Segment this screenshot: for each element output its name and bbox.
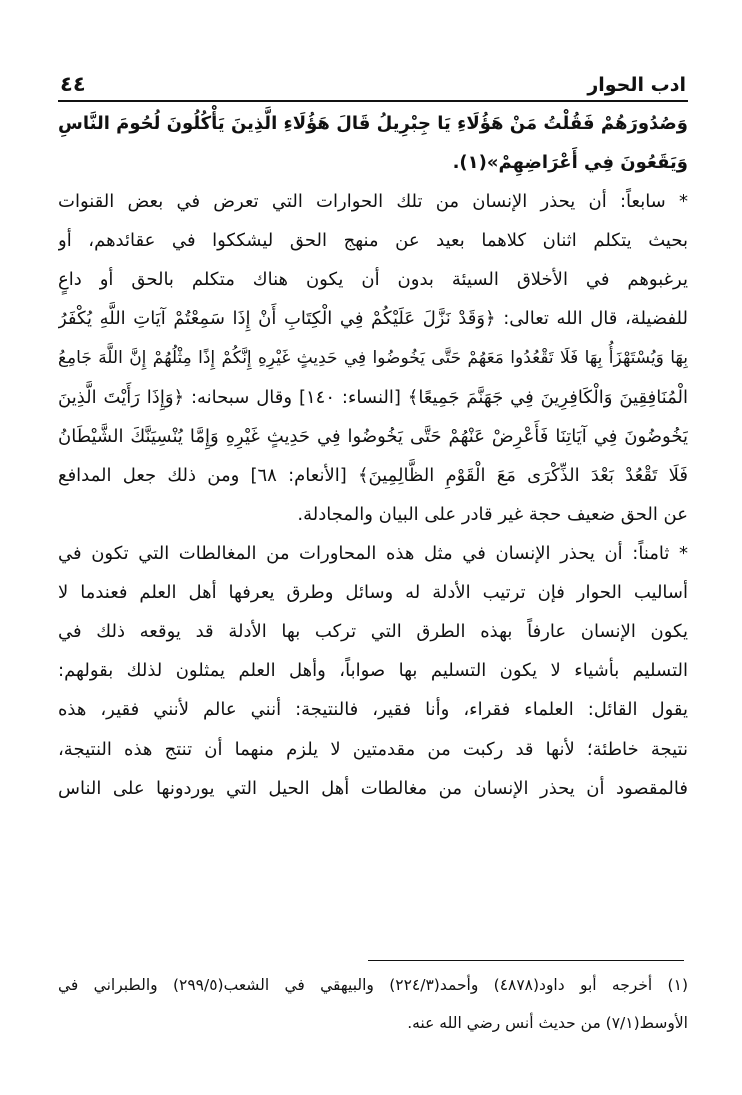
quran-line: بِهَا وَيُسْتَهْزَأُ بِهَا فَلَا تَقْعُدُوا مَعَهُمْ حَتَّى يَخُوضُوا فِي حَدِيثٍ غَيْرِهِ إِنَّكُمْ إِذًا مِثْلُهُمْ إِنَّ اللَّهَ جَامِعُ: [58, 347, 688, 368]
footnotes: [58, 966, 688, 1042]
hadith-line: وَصُدُورَهُمْ فَقُلْتُ مَنْ هَؤُلَاءِ يَا جِبْرِيلُ قَالَ هَؤُلَاءِ الَّذِينَ يَأْكُلُونَ لُحُومَ النَّاسِ: [58, 113, 688, 134]
main-text: [58, 104, 688, 808]
paragraph-line: * ثامناً: أن يحذر الإنسان في مثل هذه المحاورات من المغالطات التي تكون في: [58, 543, 688, 565]
paragraph-line: نتيجة خاطئة؛ لأنها قد ركبت من مقدمتين لا يلزم منهما أن تنتج هذه النتيجة،: [58, 738, 688, 760]
hadith-line: وَيَقَعُونَ فِي أَعْرَاضِهِمْ»(١).: [452, 152, 688, 174]
paragraph-line: للفضيلة، قال الله تعالى: ﴿وَقَدْ نَزَّلَ عَلَيْكُمْ فِي الْكِتَابِ أَنْ إِذَا سَمِعْتُمْ آيَاتِ اللَّهِ يُكْفَرُ: [58, 308, 688, 330]
page-header: [60, 66, 686, 96]
paragraph-line: بحيث يتكلم اثنان كلاهما بعيد عن منهج الحق ليشككوا في عقائدهم، أو: [58, 230, 688, 252]
paragraph-line: عن الحق ضعيف حجة غير قادر على البيان والمجادلة.: [297, 503, 688, 525]
page-number: ٤٤: [60, 72, 86, 96]
paragraph-line: يكون الإنسان عارفاً بهذه الطرق التي تركب بها الأدلة قد يوقعه ذلك في: [58, 621, 688, 643]
header-divider: [58, 100, 688, 102]
paragraph-line: التسليم بأشياء لا يكون التسليم بها صواباً، وأهل العلم يمثلون لذلك بقولهم:: [58, 660, 688, 682]
footnote-divider: [368, 960, 684, 961]
paragraph-line: يقول القائل: العلماء فقراء، وأنا فقير، فالنتيجة: أنني عالم لأنني فقير، هذه: [58, 699, 688, 721]
footnote-line: (١) أخرجه أبو داود(٤٨٧٨) وأحمد(٢٢٤/٣) والبيهقي في الشعب(٢٩٩/٥) والطبراني في: [58, 976, 688, 994]
footnote-line: الأوسط(٧/١) من حديث أنس رضي الله عنه.: [407, 1014, 688, 1032]
quran-line: فَلَا تَقْعُدْ بَعْدَ الذِّكْرَى مَعَ الْقَوْمِ الظَّالِمِينَ﴾ [الأنعام: ٦٨] ومن ذلك جعل المدافع: [58, 464, 688, 486]
quran-line: الْمُنَافِقِينَ وَالْكَافِرِينَ فِي جَهَنَّمَ جَمِيعًا﴾ [النساء: ١٤٠] وقال سبحانه: ﴿وَإِذَا رَأَيْتَ الَّذِينَ: [58, 386, 688, 408]
paragraph-line: * سابعاً: أن يحذر الإنسان من تلك الحوارات التي تعرض في بعض القنوات: [58, 191, 688, 213]
paragraph-line: يرغبوهم في الأخلاق السيئة بدون أن يكون هناك متكلم بالحق أو داعٍ: [58, 269, 688, 291]
running-title: ادب الحوار: [587, 74, 686, 96]
paragraph-line: أساليب الحوار فإن ترتيب الأدلة له وسائل وطرق يعرفها أهل العلم فعندما لا: [58, 582, 688, 604]
quran-line: يَخُوضُونَ فِي آيَاتِنَا فَأَعْرِضْ عَنْهُمْ حَتَّى يَخُوضُوا فِي حَدِيثٍ غَيْرِهِ وَإِمَّا يُنْسِيَنَّكَ الشَّيْطَانُ: [58, 425, 688, 447]
paragraph-line: فالمقصود أن يحذر الإنسان من مغالطات أهل الحيل التي يوردونها على الناس: [58, 777, 688, 799]
